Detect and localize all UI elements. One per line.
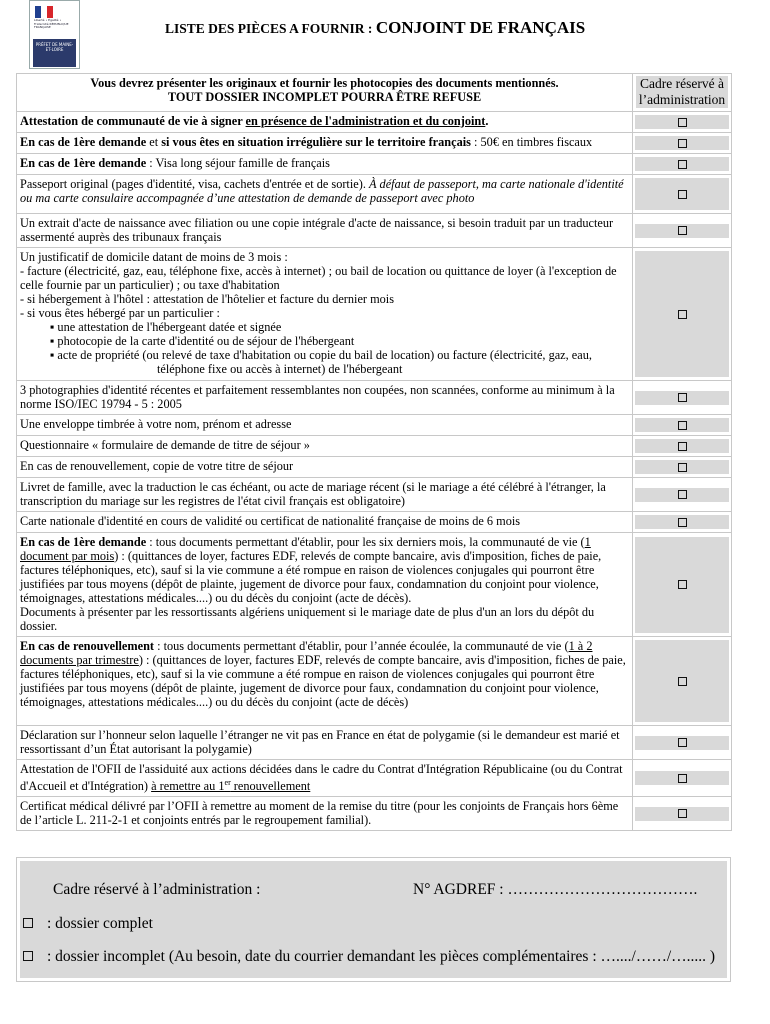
heading-line-1: Vous devrez présenter les originaux et fournir les photocopies des documents mentionnés.	[90, 76, 559, 90]
row-text-part: : 50€ en timbres fiscaux	[470, 135, 593, 149]
incomplete-option	[23, 948, 715, 966]
row-text: Carte nationale d'identité en cours de validité ou certificat de nationalité française de moins de 6 mois	[17, 512, 633, 533]
row-check-cell	[633, 175, 732, 214]
table-row	[17, 457, 732, 478]
table-row	[17, 797, 732, 831]
checkbox[interactable]	[678, 738, 687, 747]
row-check-cell	[633, 478, 732, 512]
row-check-cell	[633, 214, 732, 248]
row-text-part: : tous documents permettant d'établir, pour les six derniers mois, la communauté de vie (	[146, 535, 585, 549]
table-row	[17, 381, 732, 415]
checkbox[interactable]	[678, 442, 687, 451]
row-check-cell	[633, 797, 732, 831]
row-text-part: Attestation de communauté de vie à signer	[20, 114, 246, 128]
row-bullet: téléphone fixe ou accès à internet) de l'hébergeant	[157, 362, 403, 376]
row-text-bold: En cas de 1ère demande	[20, 135, 147, 149]
row-text-underlined: 1 document par mois	[20, 535, 591, 563]
table-row	[17, 248, 732, 381]
heading-line-2: TOUT DOSSIER INCOMPLET POURRA ÊTRE REFUSE	[167, 90, 482, 104]
row-text-underlined: à remettre au 1	[151, 779, 225, 794]
row-check-cell	[633, 248, 732, 381]
row-text-bold: En cas de 1ère demande	[20, 535, 147, 549]
republic-text: Liberté • Égalité • Fraternité RÉPUBLIQUE FRANÇAISE	[34, 18, 69, 29]
incomplete-checkbox[interactable]	[23, 951, 33, 961]
row-text	[17, 154, 633, 175]
checkbox[interactable]	[678, 226, 687, 235]
page-title	[165, 18, 585, 38]
row-text: Déclaration sur l’honneur selon laquelle l’étranger ne vit pas en France en état de polygamie (si le demandeur est marié et ressortissant d’un État autorisant la polygamie)	[17, 726, 633, 760]
table-row	[17, 415, 732, 436]
row-text: Questionnaire « formulaire de demande de titre de séjour »	[17, 436, 633, 457]
row-text-underlined: en présence de l'administration et du conjoint	[245, 114, 486, 128]
row-bullet: ▪ acte de propriété (ou relevé de taxe d'habitation ou copie du bail de location) ou facture (électricité, gaz, eau,	[50, 348, 592, 362]
table-row	[17, 512, 732, 533]
row-text: En cas de renouvellement, copie de votre titre de séjour	[17, 457, 633, 478]
incomplete-label: : dossier incomplet (Au besoin, date du courrier demandant les pièces complémentaires : …..../……/…..... )	[47, 948, 716, 965]
admin-column-label: Cadre réservé à l’administration	[636, 76, 728, 108]
row-text-italic: À défaut de passeport, ma carte nationale d'identité ou ma carte consulaire accompagnée d’une attestation de demande de passeport avec photo	[20, 177, 624, 205]
row-line: - si hébergement à l'hôtel : attestation de l'hôtelier et facture du dernier mois	[20, 292, 395, 306]
table-row	[17, 478, 732, 512]
row-text-part: ) : (quittances de loyer, factures EDF, relevés de compte bancaire, avis d'imposition, fiches de paie, factures téléphoniques, etc), sauf si la vie commune a été rompue en raison de violences conjugales qui pourront être justifiées par tous moyens (dépôt de plainte, jugement de divorce pour faux, condamnation du conjoint pour violence, témoignages, attestations médicales....) ou du décès du conjoint (acte de décès)	[20, 653, 626, 709]
row-bullet: ▪ photocopie de la carte d'identité ou de séjour de l'hébergeant	[50, 334, 355, 348]
row-check-cell	[633, 381, 732, 415]
admin-footer-panel	[20, 861, 727, 978]
row-text	[17, 533, 633, 637]
checkbox[interactable]	[678, 393, 687, 402]
table-heading	[17, 74, 633, 112]
table-row	[17, 133, 732, 154]
agdref-field: N° AGDREF : ……………………………….	[413, 881, 698, 898]
row-line: Un justificatif de domicile datant de moins de 3 mois :	[20, 250, 288, 264]
row-text	[17, 175, 633, 214]
table-row	[17, 112, 732, 133]
row-text-part: Passeport original (pages d'identité, visa, cachets d'entrée et de sortie).	[20, 177, 369, 191]
row-check-cell	[633, 533, 732, 637]
row-text-bold: En cas de 1ère demande	[20, 156, 147, 170]
table-row	[17, 175, 732, 214]
title-prefix: LISTE DES PIÈCES A FOURNIR :	[165, 21, 376, 36]
checkbox[interactable]	[678, 580, 687, 589]
row-text: Un extrait d'acte de naissance avec filiation ou une copie intégrale d'acte de naissance, si besoin traduit par un traducteur assermenté auprès des tribunaux français	[17, 214, 633, 248]
row-text-underlined: renouvellement	[230, 779, 311, 794]
row-check-cell	[633, 436, 732, 457]
checkbox[interactable]	[678, 518, 687, 527]
row-line: - facture (électricité, gaz, eau, téléphone fixe, accès à internet) ; ou bail de location ou quittance de loyer (à l'exception de celle fournie par un particulier) ; ou taxe d'habitation	[20, 264, 617, 292]
row-text-part: : tous documents permettant d'établir, pour l’année écoulée, la communauté de vie (	[154, 639, 569, 653]
title-main: CONJOINT DE FRANÇAIS	[375, 18, 586, 37]
complete-checkbox[interactable]	[23, 918, 33, 928]
french-flag-icon	[35, 6, 53, 18]
checkbox[interactable]	[678, 677, 687, 686]
complete-option	[23, 915, 153, 933]
row-check-cell	[633, 112, 732, 133]
prefecture-logo	[29, 0, 80, 69]
checkbox[interactable]	[678, 463, 687, 472]
table-row	[17, 214, 732, 248]
complete-label: : dossier complet	[47, 915, 153, 932]
documents-table	[16, 73, 732, 831]
prefet-text: PRÉFET DE MAINE-ET-LOIRE	[33, 39, 76, 67]
row-text: Livret de famille, avec la traduction le cas échéant, ou acte de mariage récent (si le mariage a été célébré à l'étranger, la transcription du mariage sur les registres de l'état civil français est obligatoire)	[17, 478, 633, 512]
row-text-part: ) : (quittances de loyer, factures EDF, relevés de compte bancaire, avis d'imposition, fiches de paie, factures téléphoniques, etc), sauf si la vie commune a été rompue en raison de violences conjugales qui pourront être justifiées par tous moyens (dépôt de plainte, jugement de divorce pour faux, condamnation du conjoint pour violence, témoignages, attestations médicales....) ou du décès du conjoint (acte de décès).	[20, 549, 602, 605]
row-check-cell	[633, 760, 732, 797]
admin-column-header	[633, 74, 732, 112]
admin-footer	[16, 857, 731, 982]
row-text-part: Attestation de l'OFII de l'assiduité aux actions décidées dans le cadre du Contrat d'Intégration Républicaine (ou du Contrat d'Accueil et d'Intégration)	[20, 762, 623, 794]
row-line: Documents à présenter par les ressortissants algériens uniquement si le mariage date de plus d'un an lors du dépôt du dossier.	[20, 605, 595, 633]
row-line: - si vous êtes hébergé par un particulier :	[20, 306, 220, 320]
row-text	[17, 760, 633, 797]
row-check-cell	[633, 457, 732, 478]
row-text-part: et	[146, 135, 162, 149]
row-text	[17, 637, 633, 726]
row-check-cell	[633, 415, 732, 436]
table-row	[17, 637, 732, 726]
row-text-sup: er	[224, 778, 231, 787]
row-check-cell	[633, 133, 732, 154]
checkbox[interactable]	[678, 490, 687, 499]
table-row	[17, 154, 732, 175]
row-text: Certificat médical délivré par l’OFII à remettre au moment de la remise du titre (pour les conjoints de Français hors 6ème de l’article L. 211-2-1 et conjoints entrés par le regroupement familial).	[17, 797, 633, 831]
table-row	[17, 726, 732, 760]
row-text-underlined: 1 à 2 documents par trimestre	[20, 639, 593, 667]
row-check-cell	[633, 154, 732, 175]
table-row	[17, 436, 732, 457]
checkbox[interactable]	[678, 118, 687, 127]
table-header-row	[17, 74, 732, 112]
table-row	[17, 760, 732, 797]
checkbox[interactable]	[678, 421, 687, 430]
row-text: 3 photographies d'identité récentes et parfaitement ressemblantes non coupées, non scannées, conforme au minimum à la norme ISO/IEC 19794 - 5 : 2005	[17, 381, 633, 415]
checkbox[interactable]	[678, 310, 687, 319]
row-check-cell	[633, 726, 732, 760]
row-check-cell	[633, 512, 732, 533]
row-text-bold: En cas de renouvellement	[20, 639, 155, 653]
table-row	[17, 533, 732, 637]
row-text	[17, 133, 633, 154]
admin-label: Cadre réservé à l’administration :	[53, 881, 261, 898]
checkbox[interactable]	[678, 190, 687, 199]
row-text	[17, 112, 633, 133]
row-text-part: : Visa long séjour famille de français	[146, 156, 330, 170]
checkbox[interactable]	[678, 809, 687, 818]
row-text-bold: si vous êtes en situation irrégulière sur le territoire français	[161, 135, 471, 149]
checkbox[interactable]	[678, 160, 687, 169]
row-bullet: ▪ une attestation de l'hébergeant datée et signée	[50, 320, 282, 334]
checkbox[interactable]	[678, 774, 687, 783]
row-text: Une enveloppe timbrée à votre nom, prénom et adresse	[17, 415, 633, 436]
row-text	[17, 248, 633, 381]
row-text-part: .	[485, 114, 489, 128]
row-check-cell	[633, 637, 732, 726]
checkbox[interactable]	[678, 139, 687, 148]
